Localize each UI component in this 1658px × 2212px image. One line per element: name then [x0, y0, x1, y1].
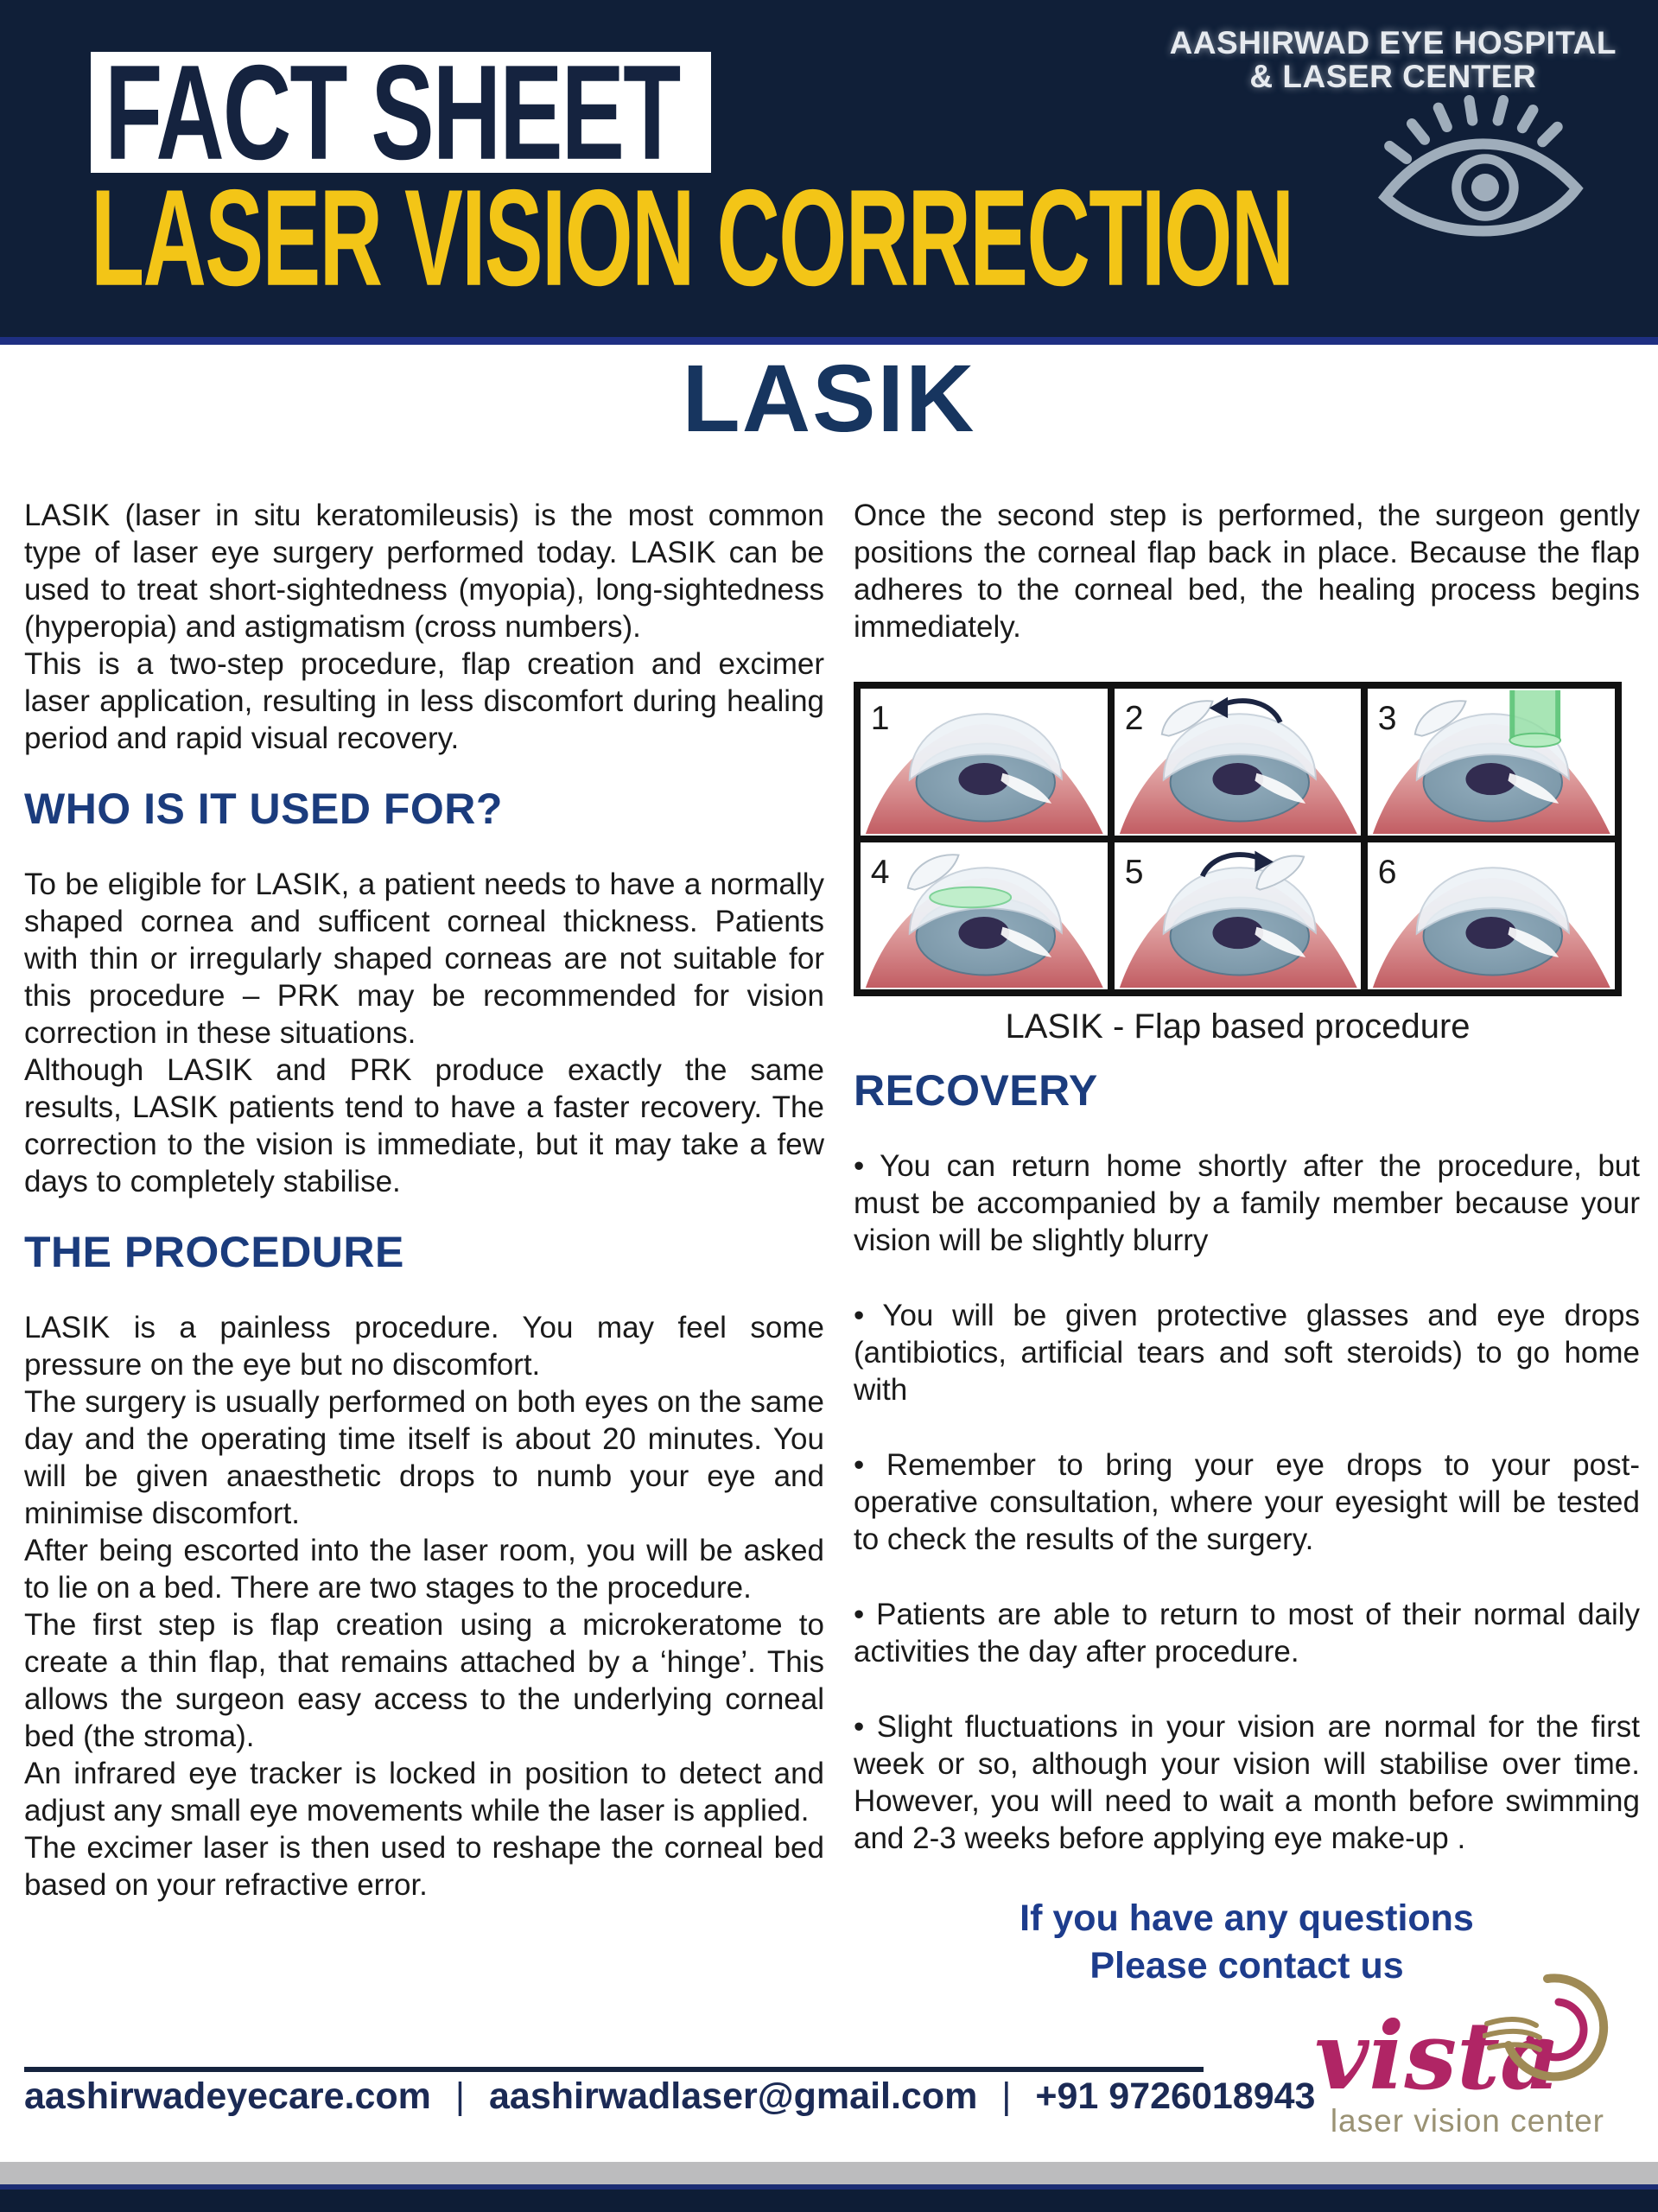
footer-navy-band: [0, 2190, 1658, 2212]
hospital-eye-logo-icon: [1373, 95, 1593, 252]
eye-diagram-step-5: [1115, 842, 1362, 989]
diagram-panel-3: [1368, 689, 1615, 836]
procedure-paragraph-3: After being escorted into the laser room, you will be asked to lie on a bed. There are two stages to the procedure.: [24, 1534, 824, 1605]
diagram-panel-1: [861, 689, 1108, 836]
panel-number: 1: [870, 699, 890, 737]
recovery-bullet-2: • You will be given protective glasses and eye drops (antibiotics, artificial tears and soft steroids) to go home with: [854, 1299, 1640, 1407]
diagram-panel-4: [861, 842, 1108, 989]
intro-paragraph-1: LASIK (laser in situ keratomileusis) is the most common type of laser eye surgery performed today. LASIK can be used to treat short-sightedness (myopia), long-sightedness (hyperopia) and astigmatism (cross numbers).: [24, 499, 824, 644]
eye-diagram-step-3: [1368, 689, 1615, 836]
panel-number: 6: [1378, 853, 1397, 891]
fact-sheet-title: FACT SHEET: [105, 36, 680, 188]
footer-website[interactable]: aashirwadeyecare.com: [24, 2075, 431, 2117]
intro-paragraph-2: This is a two-step procedure, flap creation and excimer laser application, resulting in less discomfort during healing period and rapid visual recovery.: [24, 647, 824, 755]
panel-number: 3: [1378, 699, 1397, 737]
recovery-bullet-1: • You can return home shortly after the procedure, but must be accompanied by a family member because your vision will be slightly blurry: [854, 1149, 1640, 1257]
eye-diagram-step-6: [1368, 842, 1615, 989]
banner-subtitle-wrap: [91, 162, 1557, 315]
recovery-bullet-4: • Patients are able to return to most of their normal daily activities the day after procedure.: [854, 1598, 1640, 1669]
diagram-panel-5: [1115, 842, 1362, 989]
procedure-paragraph-1: LASIK is a painless procedure. You may feel some pressure on the eye but no discomfort.: [24, 1311, 824, 1382]
page-title: LASIK: [682, 346, 976, 452]
diagram-caption: LASIK - Flap based procedure: [1005, 1007, 1471, 1046]
footer-separator: |: [1001, 2075, 1012, 2117]
who-paragraph-1: To be eligible for LASIK, a patient needs to have a normally shaped cornea and sufficent corneal thickness. Patients with thin or irregularly shaped corneas are not suitable for this procedure – PRK may be recommended for vision correction in these situations.: [24, 868, 824, 1050]
eye-diagram-step-2: [1115, 689, 1362, 836]
procedure-paragraph-5: An infrared eye tracker is locked in position to detect and adjust any small eye movements while the laser is applied.: [24, 1757, 824, 1827]
contact-cta-line2: Please contact us: [1089, 1945, 1404, 1986]
diagram-panel-6: [1368, 842, 1615, 989]
vista-wordmark: vista: [1314, 2002, 1560, 2111]
footer-divider: [24, 2067, 1204, 2072]
procedure-paragraph-6: The excimer laser is then used to reshape the corneal bed based on your refractive error.: [24, 1831, 824, 1902]
lasik-procedure-diagram: [854, 682, 1622, 996]
vista-swirl-icon: [1483, 1963, 1612, 2093]
panel-number: 4: [870, 853, 890, 891]
vista-tagline: laser vision center: [1330, 2103, 1604, 2139]
diagram-panel-2: [1115, 689, 1362, 836]
footer-contact: [24, 2075, 1315, 2118]
hospital-name-line2: & LASER CENTER: [1249, 59, 1537, 94]
contact-cta-line1: If you have any questions: [1020, 1897, 1474, 1939]
recovery-bullet-5: • Slight fluctuations in your vision are normal for the first week or so, although your vision will stabilise over time. However, you will need to wait a month before swimming and 2-3 weeks before applying eye make-up .: [854, 1710, 1640, 1855]
footer-phone[interactable]: +91 9726018943: [1035, 2075, 1316, 2117]
eye-diagram-step-1: [861, 689, 1108, 836]
right-column: [854, 497, 1640, 1990]
panel-number: 2: [1124, 699, 1144, 737]
who-is-it-used-for-heading: WHO IS IT USED FOR?: [24, 785, 503, 833]
hospital-name: [1170, 26, 1617, 93]
laser-vision-correction-title: LASER VISION CORRECTION: [91, 162, 1293, 315]
fact-sheet-badge: [91, 36, 711, 188]
recovery-bullet-3: • Remember to bring your eye drops to your post-operative consultation, where your eyesight will be tested to check the results of the surgery.: [854, 1448, 1640, 1556]
header-banner: [0, 0, 1658, 337]
the-procedure-heading: THE PROCEDURE: [24, 1228, 404, 1276]
left-column: [24, 497, 824, 1904]
recovery-heading: RECOVERY: [854, 1066, 1098, 1115]
footer-gray-band: [0, 2162, 1658, 2184]
eye-diagram-step-4: [861, 842, 1108, 989]
panel-number: 5: [1124, 853, 1144, 891]
procedure-paragraph-2: The surgery is usually performed on both eyes on the same day and the operating time itself is about 20 minutes. You will be given anaesthetic drops to numb your eye and minimise discomfort.: [24, 1385, 824, 1530]
hospital-name-line1: AASHIRWAD EYE HOSPITAL: [1169, 25, 1617, 60]
who-paragraph-2: Although LASIK and PRK produce exactly the same results, LASIK patients tend to have a faster recovery. The correction to the vision is immediate, but it may take a few days to completely stabilise.: [24, 1053, 824, 1198]
procedure-paragraph-4: The first step is flap creation using a microkeratome to create a thin flap, that remains attached by a ‘hinge’. This allows the surgeon easy access to the underlying corneal bed (the stroma).: [24, 1608, 824, 1753]
flap-intro-paragraph: Once the second step is performed, the surgeon gently positions the corneal flap back in place. Because the flap adheres to the corneal bed, the healing process begins immediately.: [854, 499, 1640, 644]
footer-separator: |: [454, 2075, 466, 2117]
footer-email[interactable]: aashirwadlaser@gmail.com: [488, 2075, 978, 2117]
